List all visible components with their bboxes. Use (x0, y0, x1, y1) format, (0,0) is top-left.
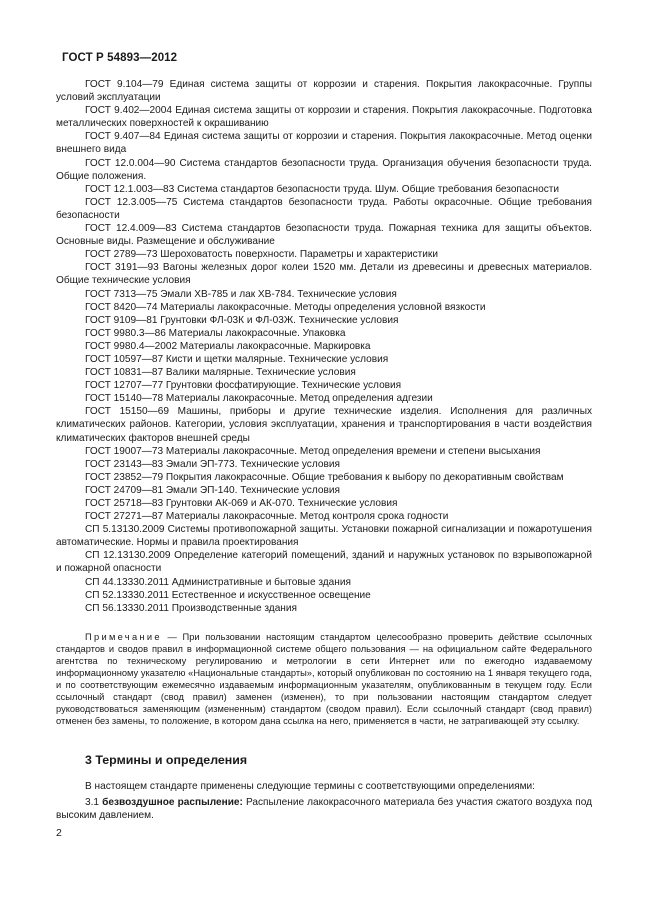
page-number: 2 (56, 827, 62, 839)
term-text: Распыление лакокрасочного материала без участия сжатого воздуха под высоким давлением. (56, 797, 592, 822)
reference-item: ГОСТ 9.407—84 Единая система защиты от коррозии и старения. Покрытия лакокрасочные. Метод оценки внешнего вида (56, 131, 592, 156)
reference-item: СП 5.13130.2009 Системы противопожарной защиты. Установки пожарной сигнализации и пожаротушения автоматические. Нормы и правила проектирования (56, 524, 592, 549)
term-number: 3.1 (85, 797, 100, 809)
reference-item: ГОСТ 9.104—79 Единая система защиты от коррозии и старения. Покрытия лакокрасочные. Группы условий эксплуатации (56, 79, 592, 104)
reference-item: ГОСТ 9109—81 Грунтовки ФЛ-03К и ФЛ-03Ж. Технические условия (85, 314, 399, 326)
reference-item: ГОСТ 15150—69 Машины, приборы и другие технические изделия. Исполнения для различных климатических районов. Категории, условия эксплуатации, хранения и транспортирования в части воздействия климатических факторов внешней среды (56, 406, 592, 444)
document-header: ГОСТ Р 54893—2012 (62, 52, 178, 64)
reference-item: ГОСТ 12.3.005—75 Система стандартов безопасности труда. Работы окрасочные. Общие требования безопасности (56, 196, 592, 221)
reference-item: ГОСТ 19007—73 Материалы лакокрасочные. Метод определения времени и степени высыхания (85, 445, 541, 457)
reference-item: СП 52.13330.2011 Естественное и искусственное освещение (85, 589, 371, 601)
reference-item: СП 56.13330.2011 Производственные здания (85, 602, 297, 614)
reference-item: СП 44.13330.2011 Административные и бытовые здания (85, 576, 351, 588)
reference-item: ГОСТ 3191—93 Вагоны железных дорог колеи 1520 мм. Детали из древесины и древесных материалов. Общие технические условия (56, 262, 592, 287)
reference-item: ГОСТ 15140—78 Материалы лакокрасочные. Метод определения адгезии (85, 393, 433, 405)
reference-item: ГОСТ 12.0.004—90 Система стандартов безопасности труда. Организация обучения безопасности труда. Общие положения. (56, 157, 592, 182)
reference-item: ГОСТ 8420—74 Материалы лакокрасочные. Методы определения условной вязкости (85, 301, 486, 313)
reference-item: СП 12.13130.2009 Определение категорий помещений, зданий и наружных установок по взрывопожарной и пожарной опасности (56, 550, 592, 575)
note-paragraph (56, 632, 592, 728)
section-body (56, 780, 592, 822)
reference-item: ГОСТ 12.4.009—83 Система стандартов безопасности труда. Пожарная техника для защиты объектов. Основные виды. Размещение и обслуживание (56, 223, 592, 248)
term-name: безвоздушное распыление: (102, 797, 243, 809)
reference-item: ГОСТ 7313—75 Эмали ХВ-785 и лак ХВ-784. Технические условия (85, 288, 397, 300)
reference-item: ГОСТ 9980.3—86 Материалы лакокрасочные. Упаковка (85, 327, 346, 339)
reference-item: ГОСТ 23852—79 Покрытия лакокрасочные. Общие требования к выбору по декоративным свойствам (85, 471, 564, 483)
reference-item: ГОСТ 25718—83 Грунтовки АК-069 и АК-070. Технические условия (85, 498, 398, 509)
section-intro: В настоящем стандарте применены следующие термины с соответствующими определениями: (85, 781, 535, 792)
note-text: — При пользовании настоящим стандартом целесообразно проверить действие ссылочных стандартов и сводов правил в информационной системе общего пользования — на официальном сайте Федерального агентства по техническому регулированию и метрологии в сети Интернет или по ежегодно издаваемому информационному указателю «Национальные стандарты», который опубликован по состоянию на 1 января текущего года, и по соответствующим ежемесячно издаваемым информационным указателям, опубликованным в текущем году. Если ссылочный стандарт (свод правил) заменен (изменен), то при пользовании настоящим стандартом следует руководствоваться заменяющим (измененным) стандартом (сводом правил). Если ссылочный стандарт (свод правил) отменен без замены, то положение, в котором дана ссылка на него, применяется в части, не затрагивающей эту ссылку. (56, 632, 592, 726)
section-heading: 3 Термины и определения (85, 753, 248, 767)
reference-item: ГОСТ 10597—87 Кисти и щетки малярные. Технические условия (85, 353, 389, 365)
reference-item: ГОСТ 24709—81 Эмали ЭП-140. Технические условия (85, 484, 340, 496)
reference-item: ГОСТ 23143—83 Эмали ЭП-773. Технические условия (85, 458, 340, 470)
note-label: Примечание (85, 632, 162, 642)
reference-item: ГОСТ 12.1.003—83 Система стандартов безопасности труда. Шум. Общие требования безопасности (85, 183, 560, 195)
reference-item: ГОСТ 12707—77 Грунтовки фосфатирующие. Технические условия (85, 380, 402, 392)
reference-item: ГОСТ 10831—87 Валики малярные. Технические условия (85, 367, 356, 379)
term-definition (56, 796, 592, 822)
reference-item: ГОСТ 27271—87 Материалы лакокрасочные. Метод контроля срока годности (85, 511, 449, 523)
reference-item: ГОСТ 9.402—2004 Единая система защиты от коррозии и старения. Покрытия лакокрасочные. Подготовка металлических поверхностей к окрашиванию (56, 105, 592, 130)
reference-item: ГОСТ 9980.4—2002 Материалы лакокрасочные. Маркировка (85, 340, 371, 352)
normative-references-list (56, 78, 592, 615)
reference-item: ГОСТ 2789—73 Шероховатость поверхности. Параметры и характеристики (85, 249, 438, 261)
